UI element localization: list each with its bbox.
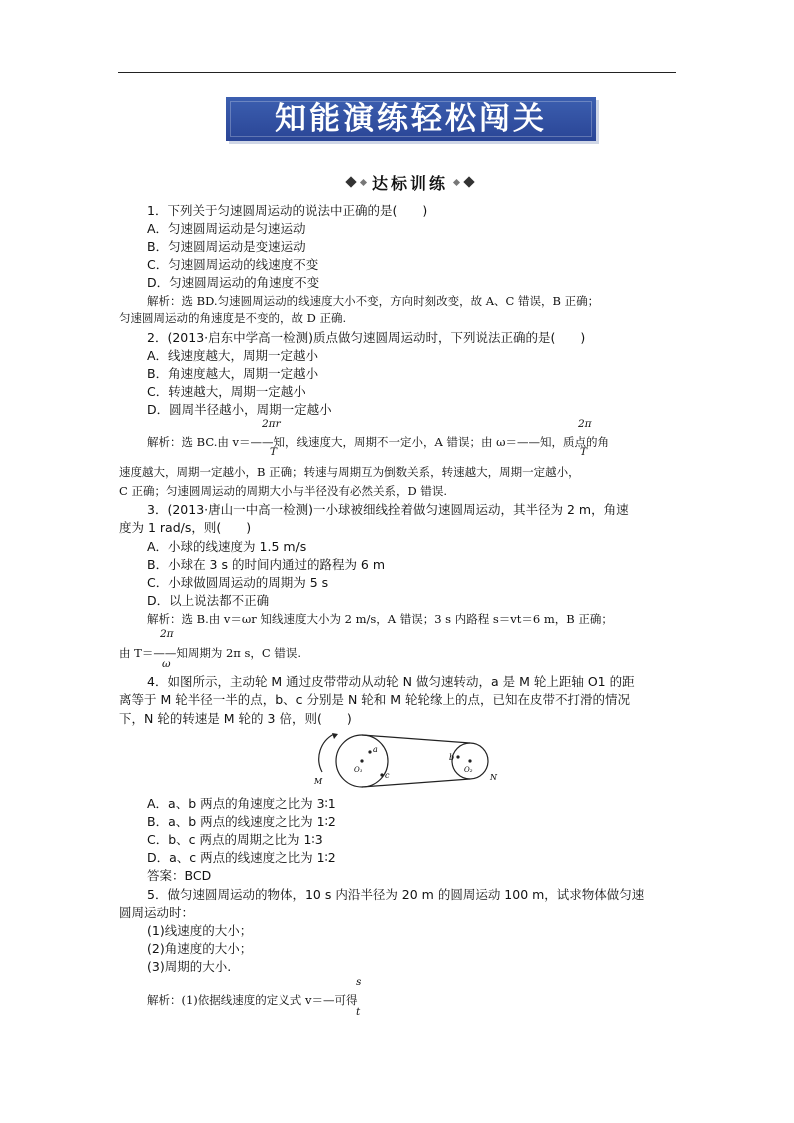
q2-frac2-numerator: 2π [578, 418, 592, 430]
q3-option-d: D．以上说法都不正确 [147, 593, 270, 608]
q2-frac2-denominator: T [580, 446, 588, 458]
q2-option-c: C．转速越大，周期一定越小 [147, 384, 306, 399]
q5-analysis: 解析：(1)依据线速度的定义式 v＝—可得 [147, 993, 358, 1007]
top-rule [118, 72, 676, 73]
q5-part: (3)周期的大小. [147, 959, 232, 974]
label-m: M [314, 777, 323, 786]
q2-option-d: D．圆周半径越小，周期一定越小 [147, 402, 332, 417]
q2-option-a: A．线速度越大，周期一定越小 [147, 348, 319, 363]
q4-option-b: B．a、b 两点的线速度之比为 1∶2 [147, 814, 336, 829]
q2-analysis-line: 解析：选 BC.由 v＝——知，线速度大，周期不一定小，A 错误；由 ω＝——知，质点的角 [147, 435, 610, 449]
diamond-icon [463, 176, 474, 187]
q5-frac-denominator: t [356, 1006, 361, 1018]
q1-option-a: A．匀速圆周运动是匀速运动 [147, 221, 306, 236]
q2-option-b: B．角速度越大，周期一定越小 [147, 366, 319, 381]
q2-stem: 2．(2013·启东中学高一检测)质点做匀速圆周运动时，下列说法正确的是( ) [147, 330, 586, 345]
point-a-dot [368, 750, 371, 753]
diamond-small-icon [453, 178, 460, 185]
q4-stem-line: 4．如图所示，主动轮 M 通过皮带带动从动轮 N 做匀速转动，a 是 M 轮上距轴 O1 的距 [147, 674, 635, 689]
q3-analysis-line: 由 T＝——知周期为 2π s，C 错误. [119, 646, 302, 660]
label-o2: O₂ [464, 766, 473, 774]
q3-analysis-line: 解析：选 B.由 v＝ωr 知线速度大小为 2 m/s，A 错误；3 s 内路程 s＝vt＝6 m，B 正确； [147, 612, 613, 626]
diamond-icon [345, 176, 356, 187]
q1-option-d: D．匀速圆周运动的角速度不变 [147, 275, 320, 290]
q4-stem-line: 离等于 M 轮半径一半的点，b、c 分别是 N 轮和 M 轮轮缘上的点，已知在皮带不打滑的情况 [119, 692, 631, 707]
q1-option-c: C．匀速圆周运动的线速度不变 [147, 257, 319, 272]
axis-o2-dot [468, 759, 471, 762]
section-title: 达标训练 [371, 173, 448, 193]
q1-option-b: B．匀速圆周运动是变速运动 [147, 239, 306, 254]
q2-analysis-line: 速度越大，周期一定越小，B 正确；转速与周期互为倒数关系，转速越大，周期一定越小， [119, 465, 580, 479]
label-b: b [449, 753, 455, 762]
section-header [320, 170, 500, 194]
label-o1: O₁ [354, 766, 363, 774]
diamond-small-icon [360, 178, 367, 185]
q2-analysis-line: C 正确；匀速圆周运动的周期大小与半径没有必然关系，D 错误. [119, 484, 447, 498]
rotation-arrow-path [319, 734, 334, 772]
q2-frac1-denominator: T [270, 446, 278, 458]
q4-option-d: D．a、c 两点的线速度之比为 1∶2 [147, 850, 336, 865]
label-a: a [373, 745, 378, 754]
q1-analysis-line: 匀速圆周运动的角速度是不变的，故 D 正确. [119, 311, 347, 325]
q4-option-a: A．a、b 两点的角速度之比为 3∶1 [147, 796, 336, 811]
point-c-dot [380, 773, 383, 776]
q4-option-c: C．b、c 两点的周期之比为 1∶3 [147, 832, 323, 847]
banner [226, 97, 596, 141]
belt-top [362, 735, 470, 743]
q2-frac1-numerator: 2πr [262, 418, 281, 430]
q1-stem: 1．下列关于匀速圆周运动的说法中正确的是( ) [147, 203, 428, 218]
q5-part: (2)角速度的大小； [147, 941, 253, 956]
q3-stem-line: 度为 1 rad/s，则( ) [119, 520, 252, 535]
q3-frac-numerator: 2π [160, 628, 174, 640]
label-c: c [385, 771, 390, 780]
rotation-arrowhead-icon [332, 733, 338, 739]
q5-stem-line: 5．做匀速圆周运动的物体，10 s 内沿半径为 20 m 的圆周运动 100 m，试求物体做匀速 [147, 887, 645, 902]
label-n: N [490, 773, 497, 782]
q3-stem-line: 3．(2013·唐山一中高一检测)一小球被细线拴着做匀速圆周运动，其半径为 2 m，角速 [147, 502, 629, 517]
q5-frac-numerator: s [356, 976, 362, 988]
point-b-dot [456, 755, 459, 758]
axis-o1-dot [360, 759, 363, 762]
q4-stem-line: 下，N 轮的转速是 M 轮的 3 倍，则( ) [119, 711, 352, 726]
q5-part: (1)线速度的大小； [147, 923, 253, 938]
q4-answer: 答案：BCD [147, 868, 212, 883]
q5-stem-line: 圆周运动时： [119, 905, 195, 920]
q3-frac-denominator: ω [162, 658, 171, 670]
belt-bottom [362, 779, 470, 787]
q3-option-a: A．小球的线速度为 1.5 m/s [147, 539, 307, 554]
banner-title: 知能演练轻松闯关 [275, 101, 547, 137]
q3-option-c: C．小球做圆周运动的周期为 5 s [147, 575, 329, 590]
pulley-figure [310, 730, 515, 792]
q3-option-b: B．小球在 3 s 的时间内通过的路程为 6 m [147, 557, 386, 572]
q1-analysis-line: 解析：选 BD.匀速圆周运动的线速度大小不变，方向时刻改变，故 A、C 错误，B 正确； [147, 294, 600, 308]
